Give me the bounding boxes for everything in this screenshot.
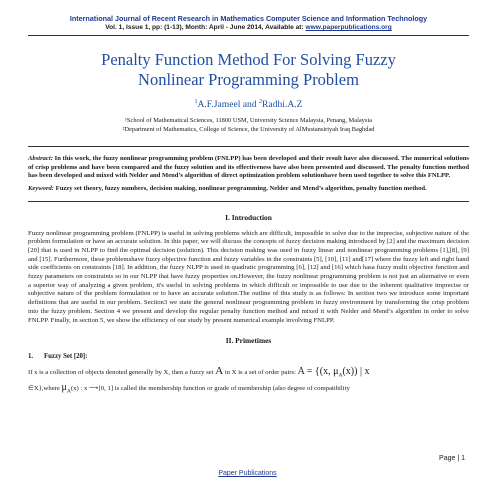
keywords-text: Fuzzy set theory, fuzzy numbers, decision making, nonlinear programming, Nelder and Mend’s algorithm, penalty function method. (54, 184, 427, 192)
subsection-fuzzy-set (28, 353, 469, 360)
abstract-box (28, 146, 469, 201)
publisher-link[interactable]: Paper Publications (218, 470, 277, 477)
affiliation-1: ¹School of Mathematical Sciences, 11800 USM, University Science Malaysia, Penang, Malaysia (125, 117, 372, 125)
abstract (28, 155, 469, 181)
author-1-marker: 1 (194, 99, 198, 105)
membership-symbol: μ (61, 381, 67, 393)
definition-text-3: ∈X},where (28, 384, 62, 392)
header-rule (28, 35, 469, 36)
page-number: Page | 1 (439, 455, 465, 462)
introduction-paragraph: Fuzzy nonlinear programming problem (FNLPP) is useful in solving problems which are difficult, impossible to solve due to the imprecise, subjective nature of the problem formulation or have an accurate solution. In this paper, we will discuss the concepts of fuzzy decision making introduced by [2] and the maximum decision [20] that is used in NLPP to find the optimal decision (solution). This decision making was used in fuzzy linear and nonlinear programming problems [1],[8], [9] and [15]. Furthermore, these problemshave fuzzy objective function and fuzzy variables in the constraints [5], [10], [11] and[17] where the fuzzy left and right hand side coefficients on constraints [18]. In addition, the fuzzy NLPP is used in quadratic programming [6], [12] and [16] which hasa fuzzy multi objective function and fuzzy parameters on constraints so in our NLPP that have fuzzy properties on.However, the fuzzy nonlinear programming problem is not just an alternative or even a superior way of analyzing a given problem, it's useful in solving problems in which difficult or impossible to use due to the inherent qualitative imprecise or subjective nature of the problem formulation or to have an accurate solution.The outline of this study is as follows: In section two we introduce some important definitions that are useful in our problem. Section3 we state the general nonlinear programming problem in fuzzy environment by transforming the crisp problem into the fuzzy problem. Section 4 we present and develop the regular penalty function method and mixed it with Nelder and Mend’s algorithm in order to solve FNLPP. Finally, in section 5, we show the efficiency of our study by present numerical example involving FNLPP. (28, 229, 469, 324)
author-list (28, 99, 469, 110)
issue-line (28, 23, 469, 32)
issue-info: Vol. 1, Issue 1, pp: (1-13), Month: April - June 2014, Available at: (105, 24, 306, 31)
fuzzy-set-symbol: A (215, 365, 224, 378)
abstract-label: Abstract: (28, 155, 53, 163)
membership-subscript: A (66, 387, 71, 394)
subsection-title: Fuzzy Set [20]: (44, 353, 88, 361)
definition-text-1: If x is a collection of objects denoted generally by X, then a fuzzy set (28, 369, 216, 377)
definition-paragraph (28, 365, 469, 397)
affiliation-2: ²Department of Mathematics, College of Science, the University of AlMustansiriyah Iraq Baghdad (122, 125, 375, 133)
section-heading-introduction: I. Introduction (225, 212, 272, 222)
section-heading-preliminaries: II. Primetimes (225, 336, 272, 346)
definition-text-4: (x) : x ⟶[0, 1] is called the membership function or grade of membership (also degree of compatibility (70, 384, 350, 392)
title-line-1: Penalty Function Method For Solving Fuzzy (101, 50, 396, 69)
fuzzy-set-formula-end: (x)) | x (342, 366, 370, 378)
title-line-2: Nonlinear Programming Problem (138, 70, 359, 89)
fuzzy-set-formula: A = {(x, μ (297, 366, 339, 378)
formula-subscript: A (338, 372, 343, 379)
abstract-text: In this work, the fuzzy nonlinear programming problem (FNLPP) has been developed and their result have also discussed. The numerical solutions of crisp problems and have been compared and the fuzzy solution and its effectiveness have also been presented and discussed. The penalty function method has been developed and mixed with Nelder and Mend’s algorithm of direct optimization problem solutionhave been used together to solve this FNLPP. (28, 155, 469, 180)
keywords (28, 185, 469, 194)
author-1: A.F.Jameel and (197, 99, 260, 111)
paper-title (28, 50, 469, 90)
journal-website-link[interactable]: www.paperpublications.org (305, 24, 392, 31)
definition-text-2: in X is a set of order pairs: (223, 369, 298, 377)
journal-name: International Journal of Recent Research in Mathematics Computer Science and Information Technology (69, 14, 428, 23)
subsection-number: 1. (28, 353, 34, 361)
author-2: Radhi.A.Z (262, 99, 303, 111)
keywords-label: Keyword: (28, 184, 55, 192)
author-2-marker: 2 (259, 99, 263, 105)
